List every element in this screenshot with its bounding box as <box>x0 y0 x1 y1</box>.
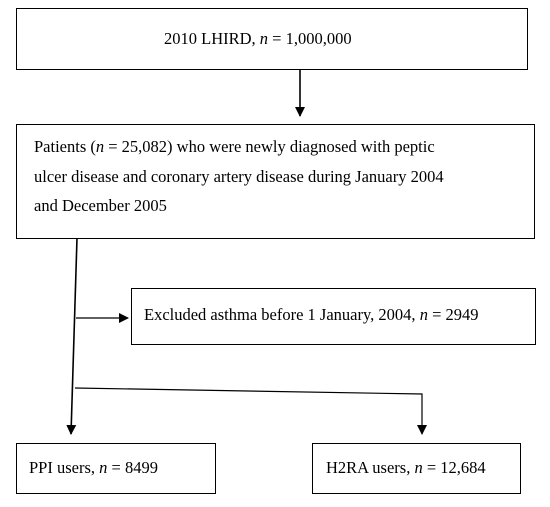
patients-line-1 <box>34 133 435 161</box>
main-vertical-line <box>71 238 77 434</box>
excluded-box <box>131 288 536 345</box>
patients-n-symbol: n <box>95 137 105 156</box>
patients-line-1-post: = 25,082) who were newly diagnosed with peptic <box>104 137 435 156</box>
ppi-prefix: PPI users, <box>29 458 100 477</box>
source-prefix: 2010 LHIRD, <box>164 29 260 48</box>
excluded-n-symbol: n <box>419 305 428 324</box>
patients-line-3: and December 2005 <box>34 196 167 215</box>
source-n-symbol: n <box>259 29 269 48</box>
h2ra-suffix: = 12,684 <box>422 458 486 477</box>
patients-line-1-pre: Patients ( <box>34 137 96 156</box>
patients-box <box>16 124 535 239</box>
ppi-n-symbol: n <box>99 458 108 477</box>
branch-to-h2ra <box>75 388 422 434</box>
h2ra-box <box>312 443 521 494</box>
ppi-box <box>16 443 216 494</box>
h2ra-text <box>326 454 486 482</box>
h2ra-prefix: H2RA users, <box>326 458 415 477</box>
source-box <box>16 8 528 70</box>
h2ra-n-symbol: n <box>414 458 423 477</box>
excluded-suffix: = 2949 <box>427 305 479 324</box>
excluded-prefix: Excluded asthma before 1 January, 2004, <box>144 305 420 324</box>
ppi-text <box>29 454 158 482</box>
patients-line-2: ulcer disease and coronary artery disease during January 2004 <box>34 167 444 186</box>
excluded-text <box>144 301 479 329</box>
ppi-suffix: = 8499 <box>107 458 158 477</box>
source-text <box>164 25 352 53</box>
source-suffix: = 1,000,000 <box>268 29 352 48</box>
